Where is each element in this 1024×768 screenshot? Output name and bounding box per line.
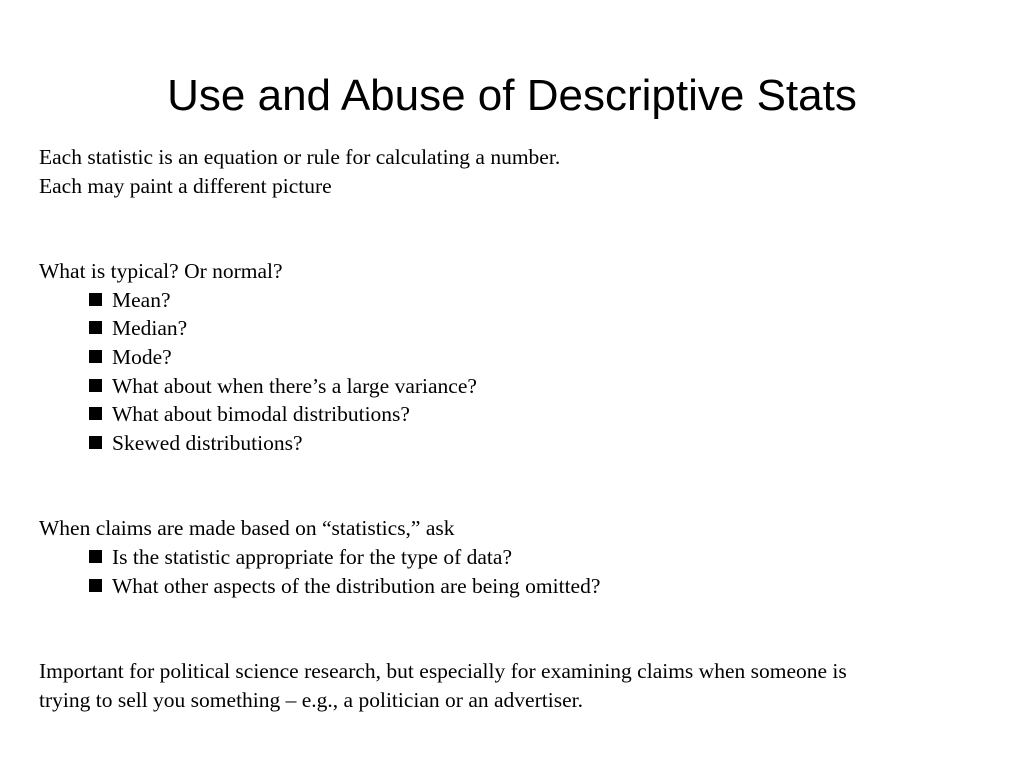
slide-title: Use and Abuse of Descriptive Stats: [167, 71, 857, 120]
square-bullet-icon: [89, 293, 102, 306]
bullet-text: Median?: [112, 316, 188, 341]
typical-question: What is typical? Or normal?: [39, 259, 283, 284]
square-bullet-icon: [89, 407, 102, 420]
spacer: [39, 457, 999, 514]
bullet-text: What other aspects of the distribution are being omitted?: [112, 573, 601, 598]
square-bullet-icon: [89, 350, 102, 363]
square-bullet-icon: [89, 321, 102, 334]
square-bullet-icon: [89, 436, 102, 449]
conclusion-line: trying to sell you something – e.g., a politician or an advertiser.: [39, 687, 583, 712]
bullet-text: What about when there’s a large variance?: [112, 373, 477, 398]
bullet-item: [39, 543, 999, 572]
bullet-item: [39, 372, 999, 401]
bullet-item: [39, 286, 999, 315]
claims-intro: When claims are made based on “statistics,” ask: [39, 516, 455, 541]
bullet-text: Skewed distributions?: [112, 430, 303, 455]
spacer: [39, 600, 999, 657]
bullet-item: [39, 572, 999, 601]
bullet-text: Mean?: [112, 287, 171, 312]
square-bullet-icon: [89, 379, 102, 392]
spacer: [39, 200, 999, 257]
intro-line: Each statistic is an equation or rule for calculating a number.: [39, 145, 561, 169]
square-bullet-icon: [89, 579, 102, 592]
conclusion-line: Important for political science research, but especially for examining claims when someone is: [39, 659, 847, 684]
bullet-item: [39, 343, 999, 372]
square-bullet-icon: [89, 550, 102, 563]
bullet-text: Is the statistic appropriate for the type of data?: [112, 544, 512, 569]
bullet-item: [39, 429, 999, 458]
bullet-text: What about bimodal distributions?: [112, 402, 410, 427]
intro-line: Each may paint a different picture: [39, 173, 332, 198]
bullet-text: Mode?: [112, 344, 172, 369]
bullet-item: [39, 314, 999, 343]
bullet-item: [39, 400, 999, 429]
slide-body: [39, 143, 999, 714]
